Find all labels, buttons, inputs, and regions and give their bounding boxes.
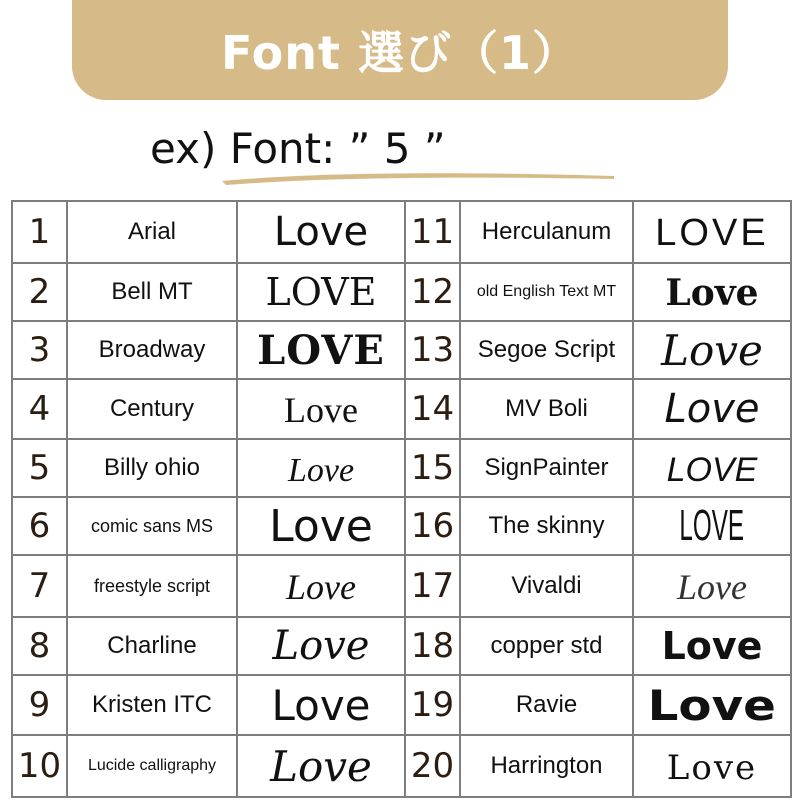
font-number: 20 [405, 735, 460, 797]
font-name: Herculanum [460, 201, 633, 263]
font-sample-text: Love [286, 567, 356, 607]
font-sample [633, 201, 791, 263]
font-sample [237, 379, 405, 439]
font-number: 17 [405, 555, 460, 617]
font-sample [633, 497, 791, 555]
font-sample [237, 675, 405, 735]
font-sample-text: Love [664, 386, 760, 432]
brush-underline [218, 170, 618, 186]
font-name: Vivaldi [460, 555, 633, 617]
font-name: comic sans MS [67, 497, 237, 555]
example-text: ex) Font: ” 5 ” [150, 124, 446, 173]
font-name: Harrington [460, 735, 633, 797]
font-sample [237, 201, 405, 263]
font-name: Broadway [67, 321, 237, 379]
font-name: Arial [67, 201, 237, 263]
font-sample-text: Love [665, 272, 759, 314]
table-row [12, 555, 791, 617]
title-banner [72, 0, 728, 100]
font-name: copper std [460, 617, 633, 675]
font-number: 18 [405, 617, 460, 675]
font-sample [633, 617, 791, 675]
table-row [12, 379, 791, 439]
font-sample [237, 439, 405, 497]
font-number: 2 [12, 263, 67, 321]
font-name: MV Boli [460, 379, 633, 439]
banner-title: Font 選び（1） [221, 26, 579, 80]
font-number: 19 [405, 675, 460, 735]
font-sample-text: Love [273, 209, 369, 255]
font-number: 5 [12, 439, 67, 497]
font-name: Charline [67, 617, 237, 675]
font-number: 9 [12, 675, 67, 735]
font-sample-text: Love [677, 567, 747, 607]
font-name: The skinny [460, 497, 633, 555]
font-name: Kristen ITC [67, 675, 237, 735]
font-number: 11 [405, 201, 460, 263]
font-sample-text: Love [647, 680, 777, 730]
table-row [12, 675, 791, 735]
font-sample [633, 735, 791, 797]
font-sample [237, 735, 405, 797]
table-row [12, 263, 791, 321]
font-sample [237, 321, 405, 379]
font-sample [633, 379, 791, 439]
font-sample [237, 617, 405, 675]
font-number: 15 [405, 439, 460, 497]
font-number: 8 [12, 617, 67, 675]
font-sample-text: Love [666, 748, 758, 788]
font-name: old English Text MT [460, 263, 633, 321]
font-sample [633, 555, 791, 617]
font-sample-text: Love [272, 623, 370, 669]
font-name: Segoe Script [460, 321, 633, 379]
font-number: 12 [405, 263, 460, 321]
font-sample-text: Love [271, 680, 371, 730]
font-name: SignPainter [460, 439, 633, 497]
example-caption [150, 118, 670, 186]
font-sample-text: LOVE [655, 212, 769, 254]
font-name: Billy ohio [67, 439, 237, 497]
font-number: 14 [405, 379, 460, 439]
font-sample [633, 263, 791, 321]
font-sample [633, 439, 791, 497]
font-sample-text: Love [287, 452, 355, 489]
font-sample-text: Love [269, 500, 373, 552]
table-row [12, 735, 791, 797]
font-sample-text: Love [661, 624, 763, 668]
font-number: 4 [12, 379, 67, 439]
font-sample-text: LOVE [265, 270, 377, 314]
table-row [12, 439, 791, 497]
font-number: 10 [12, 735, 67, 797]
font-sample [237, 555, 405, 617]
font-number: 3 [12, 321, 67, 379]
font-sample [237, 263, 405, 321]
font-name: Century [67, 379, 237, 439]
font-table [11, 200, 792, 798]
font-sample-text: LOVE [257, 326, 385, 374]
font-number: 1 [12, 201, 67, 263]
table-row [12, 201, 791, 263]
font-sample-text: Love [661, 325, 763, 375]
font-name: Bell MT [67, 263, 237, 321]
table-row [12, 321, 791, 379]
font-name: Lucide calligraphy [67, 735, 237, 797]
font-sample-text: LOVE [679, 501, 745, 550]
font-number: 13 [405, 321, 460, 379]
font-name: freestyle script [67, 555, 237, 617]
font-sample [633, 675, 791, 735]
font-sample-text: LOVE [666, 451, 758, 489]
font-sample-text: Love [270, 741, 372, 791]
table-row [12, 497, 791, 555]
font-sample [237, 497, 405, 555]
font-name: Ravie [460, 675, 633, 735]
font-sample [633, 321, 791, 379]
font-sample-text: Love [284, 390, 358, 430]
font-number: 6 [12, 497, 67, 555]
font-number: 16 [405, 497, 460, 555]
font-number: 7 [12, 555, 67, 617]
table-row [12, 617, 791, 675]
